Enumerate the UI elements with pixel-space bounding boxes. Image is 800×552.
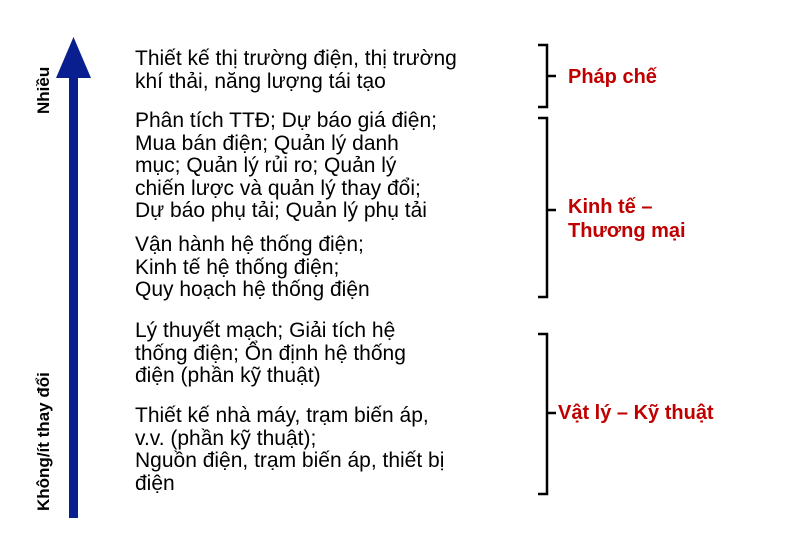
bracket-phap-che	[538, 45, 556, 107]
category-phap-che: Pháp chế	[568, 66, 657, 88]
item-circuit-theory: Lý thuyết mạch; Giải tích hệ thống điện; Ổn định hệ thống điện (phần kỹ thuật)	[135, 319, 406, 387]
item-plant-design: Thiết kế nhà máy, trạm biến áp, v.v. (phần kỹ thuật); Nguồn điện, trạm biến áp, thiết bị điện	[135, 404, 445, 495]
bracket-vat-ly	[538, 334, 556, 494]
bracket-kinh-te	[538, 118, 556, 297]
item-market-design: Thiết kế thị trường điện, thị trường khí thải, năng lượng tái tạo	[135, 47, 457, 93]
item-market-analysis: Phân tích TTĐ; Dự báo giá điện; Mua bán điện; Quản lý danh mục; Quản lý rủi ro; Quản lý chiến lược và quản lý thay đổi; Dự báo phụ tải; Quản lý phụ tải	[135, 109, 437, 222]
item-system-operation: Vận hành hệ thống điện; Kinh tế hệ thống điện; Quy hoạch hệ thống điện	[135, 233, 370, 301]
axis-top-label: Nhiều	[34, 66, 53, 114]
category-vat-ly-ky-thuat: Vật lý – Kỹ thuật	[558, 402, 714, 424]
axis-bottom-label: Không/ít thay đổi	[34, 372, 53, 511]
category-kinh-te-thuong-mai: Kinh tế – Thương mại	[568, 196, 686, 242]
